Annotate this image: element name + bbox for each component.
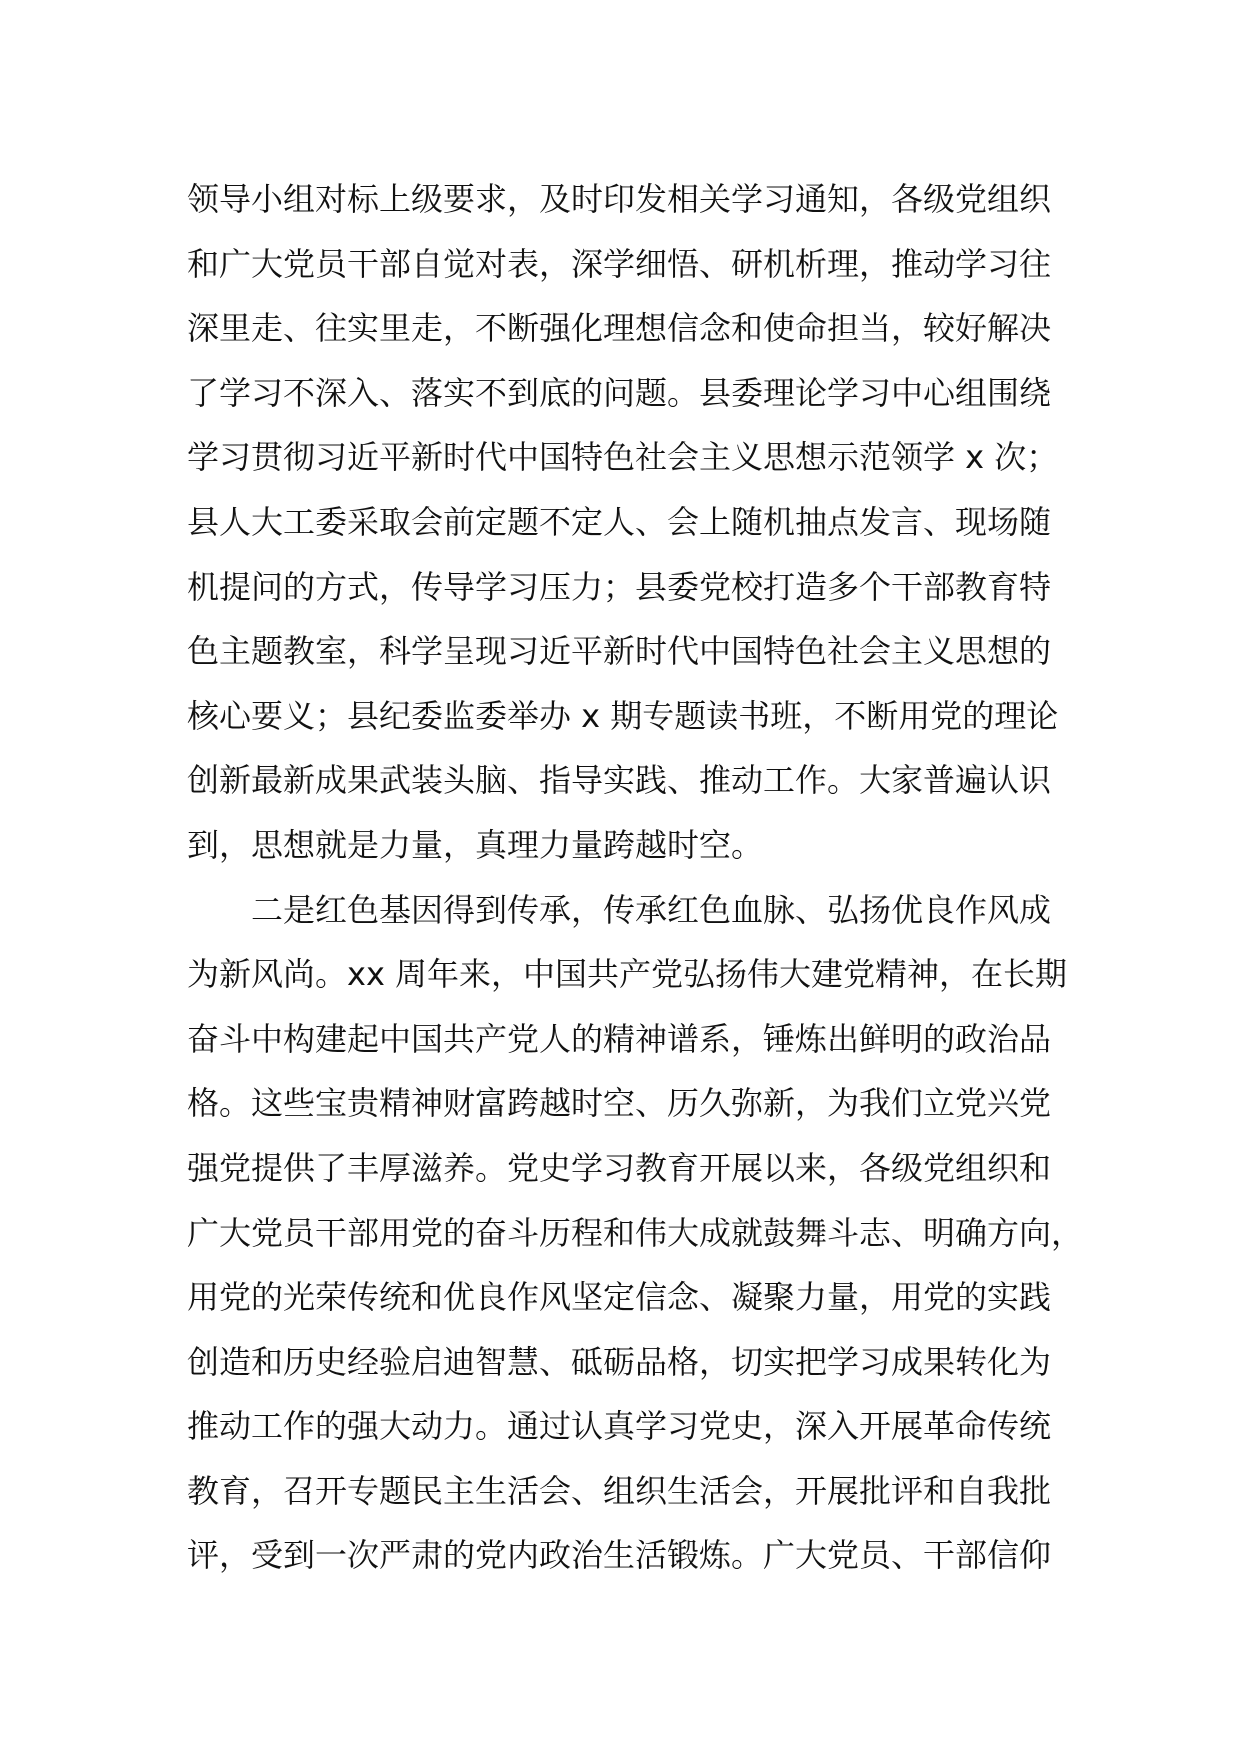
- text-line: 机提问的方式，传导学习压力；县委党校打造多个干部教育特: [187, 567, 1052, 606]
- text-line: 学习贯彻习近平新时代中国特色社会主义思想示范领学 x 次；: [187, 438, 1059, 477]
- text-line: 强党提供了丰厚滋养。党史学习教育开展以来，各级党组织和: [187, 1148, 1052, 1187]
- text-line: 推动工作的强大动力。通过认真学习党史，深入开展革命传统: [187, 1407, 1052, 1446]
- text-line: 创造和历史经验启迪智慧、砥砺品格，切实把学习成果转化为: [187, 1342, 1052, 1381]
- text-line: 领导小组对标上级要求，及时印发相关学习通知，各级党组织: [187, 180, 1052, 218]
- text-line: 创新最新成果武装头脑、指导实践、推动工作。大家普遍认识: [187, 761, 1052, 800]
- text-line: 核心要义；县纪委监委举办 x 期专题读书班，不断用党的理论: [187, 696, 1059, 735]
- text-line: 评，受到一次严肃的党内政治生活锻炼。广大党员、干部信仰: [187, 1536, 1052, 1575]
- text-line: 奋斗中构建起中国共产党人的精神谱系，锤炼出鲜明的政治品: [187, 1019, 1052, 1058]
- text-line: 教育，召开专题民主生活会、组织生活会，开展批评和自我批: [187, 1471, 1052, 1510]
- text-line: 深里走、往实里走，不断强化理想信念和使命担当，较好解决: [187, 309, 1052, 348]
- text-line: 县人大工委采取会前定题不定人、会上随机抽点发言、现场随: [187, 502, 1052, 541]
- body-text: [187, 167, 1087, 1588]
- text-line: 广大党员干部用党的奋斗历程和伟大成就鼓舞斗志、明确方向，: [187, 1213, 1084, 1252]
- text-line: 到，思想就是力量，真理力量跨越时空。: [187, 825, 764, 864]
- text-line: 了学习不深入、落实不到底的问题。县委理论学习中心组围绕: [187, 373, 1052, 412]
- text-line: 为新风尚。xx 周年来，中国共产党弘扬伟大建党精神，在长期: [187, 955, 1068, 994]
- paragraph-start-line: 二是红色基因得到传承，传承红色血脉、弘扬优良作风成: [251, 890, 1052, 929]
- text-line: 用党的光荣传统和优良作风坚定信念、凝聚力量，用党的实践: [187, 1278, 1052, 1317]
- text-line: 格。这些宝贵精神财富跨越时空、历久弥新，为我们立党兴党: [187, 1084, 1052, 1123]
- text-line: 和广大党员干部自觉对表，深学细悟、研机析理，推动学习往: [187, 244, 1052, 283]
- text-line: 色主题教室，科学呈现习近平新时代中国特色社会主义思想的: [187, 632, 1052, 671]
